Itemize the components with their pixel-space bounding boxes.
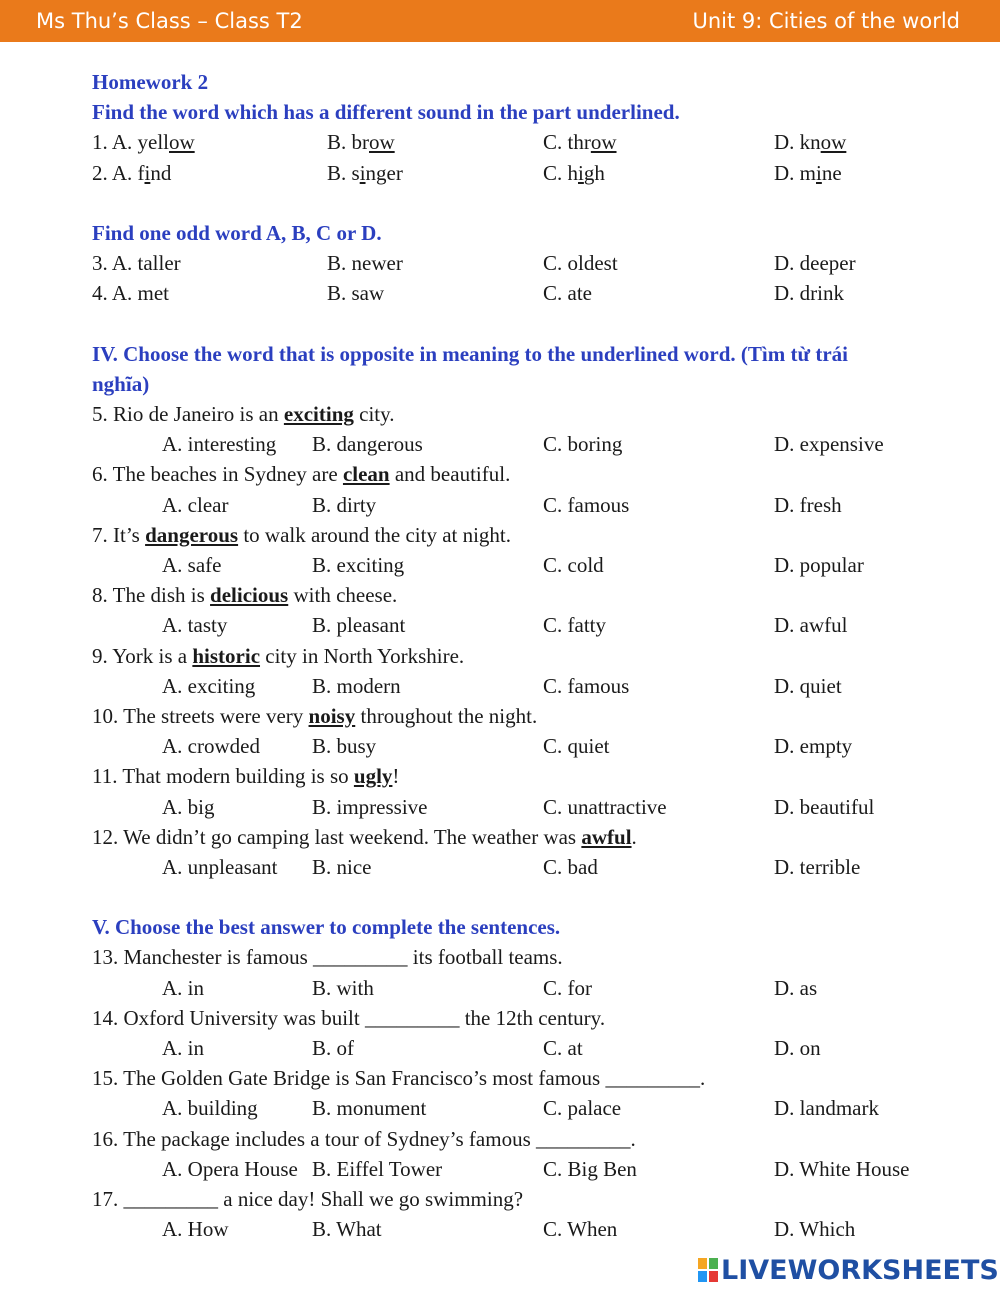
underlined-word: exciting: [283, 402, 354, 427]
option-a[interactable]: A. crowded: [162, 734, 260, 759]
option-b[interactable]: B. monument: [312, 1096, 427, 1121]
option-a[interactable]: A. Opera House: [162, 1156, 298, 1181]
question-text: 16. The package includes a tour of Sydney’s famous _________.: [92, 1126, 636, 1151]
option-c[interactable]: C. at: [543, 1036, 583, 1060]
underlined-word: awful: [581, 824, 632, 849]
question-row: [92, 248, 952, 278]
option-b[interactable]: B. modern: [312, 673, 401, 698]
options-row: [92, 1154, 952, 1184]
option-a[interactable]: A. in: [162, 975, 204, 1000]
option-a[interactable]: A. tasty: [162, 613, 228, 638]
question-suffix: .: [631, 824, 637, 849]
question-text: 15. The Golden Gate Bridge is San Francisco’s most famous _________.: [92, 1066, 706, 1091]
option-a[interactable]: A. big: [162, 794, 215, 819]
question-row: [92, 158, 952, 188]
question-prefix: 12. We didn’t go camping last weekend. The weather was: [92, 824, 582, 849]
option-d[interactable]: D. awful: [774, 613, 848, 638]
question-prefix: 7. It’s: [92, 522, 146, 547]
question-row: [92, 127, 952, 157]
options-row: [92, 429, 952, 459]
option-c[interactable]: C. fatty: [543, 613, 606, 638]
option-b[interactable]: B. with: [312, 975, 374, 1000]
options-row: [92, 550, 952, 580]
options-row: [92, 1093, 952, 1123]
question-text: 13. Manchester is famous _________ its football teams.: [92, 945, 563, 970]
option-d[interactable]: D. popular: [774, 553, 864, 577]
question-prefix: 11. That modern building is so: [92, 764, 354, 789]
option-a[interactable]: A. clear: [162, 492, 229, 517]
option-c[interactable]: C. Big Ben: [543, 1156, 637, 1181]
option-b[interactable]: B. impressive: [312, 794, 428, 819]
option-c[interactable]: C. famous: [543, 492, 630, 517]
logo-text: LIVEWORKSHEETS: [721, 1255, 999, 1286]
option-c[interactable]: C. bad: [543, 854, 598, 879]
option-a[interactable]: A. unpleasant: [162, 854, 278, 879]
options-row: [92, 1214, 952, 1244]
section4-questions: [92, 942, 952, 1244]
liveworksheets-logo: [698, 1254, 999, 1288]
option-a[interactable]: 1. A. yellow: [92, 130, 195, 155]
question-text: [92, 641, 952, 671]
header-bar: [0, 0, 1000, 42]
question-text: [92, 459, 952, 489]
logo-icon: [698, 1258, 718, 1282]
homework-title: Homework 2: [92, 70, 209, 94]
option-a[interactable]: 3. A. taller: [92, 251, 181, 276]
underlined-word: historic: [192, 643, 261, 668]
option-c[interactable]: C. for: [543, 975, 592, 1000]
option-c[interactable]: C. palace: [543, 1096, 622, 1121]
option-b[interactable]: B. of: [312, 1036, 354, 1060]
question-suffix: city.: [353, 402, 395, 427]
question-suffix: with cheese.: [288, 583, 398, 608]
option-d[interactable]: D. Which: [774, 1217, 856, 1242]
option-b[interactable]: B. Eiffel Tower: [312, 1156, 443, 1181]
option-d[interactable]: D. know: [774, 130, 847, 155]
question-prefix: 10. The streets were very: [92, 703, 309, 728]
option-d[interactable]: D. beautiful: [774, 794, 875, 819]
option-a[interactable]: A. safe: [162, 553, 222, 577]
option-a[interactable]: 2. A. find: [92, 160, 172, 185]
section3-title: IV. Choose the word that is opposite in meaning to the underlined word. (Tìm từ trái: [92, 341, 848, 366]
option-b[interactable]: B. dirty: [312, 492, 377, 517]
section3-title-cont: nghĩa): [92, 371, 150, 396]
question-text: 14. Oxford University was built _________ the 12th century.: [92, 1005, 606, 1030]
question-text: [92, 580, 952, 610]
question-suffix: throughout the night.: [355, 703, 538, 728]
option-c[interactable]: C. unattractive: [543, 794, 667, 819]
underlined-word: dangerous: [145, 522, 239, 547]
option-b[interactable]: B. What: [312, 1217, 382, 1242]
question-prefix: 9. York is a: [92, 643, 193, 668]
question-text: [92, 822, 952, 852]
option-c[interactable]: C. oldest: [543, 251, 618, 276]
option-c[interactable]: C. famous: [543, 673, 630, 698]
section1-title: Find the word which has a different sound in the part underlined.: [92, 100, 680, 125]
option-d[interactable]: D. expensive: [774, 432, 884, 457]
question-text: [92, 761, 952, 791]
options-row: [92, 792, 952, 822]
option-c[interactable]: C. throw: [543, 130, 617, 155]
option-c[interactable]: C. cold: [543, 553, 604, 577]
option-b[interactable]: B. pleasant: [312, 613, 406, 638]
option-b[interactable]: B. exciting: [312, 553, 405, 577]
option-d[interactable]: D. empty: [774, 734, 853, 759]
options-row: [92, 731, 952, 761]
option-d[interactable]: D. quiet: [774, 673, 842, 698]
option-a[interactable]: A. exciting: [162, 673, 256, 698]
option-c[interactable]: C. high: [543, 160, 605, 185]
option-d[interactable]: D. landmark: [774, 1096, 879, 1121]
option-a[interactable]: A. interesting: [162, 432, 277, 457]
question-row: [92, 278, 952, 308]
question-suffix: !: [392, 764, 400, 789]
option-a[interactable]: 4. A. met: [92, 281, 169, 306]
option-d[interactable]: D. as: [774, 975, 818, 1000]
option-a[interactable]: A. in: [162, 1036, 204, 1060]
question-text: [92, 399, 952, 429]
question-suffix: and beautiful.: [389, 462, 511, 487]
question-text: 17. _________ a nice day! Shall we go swimming?: [92, 1186, 524, 1211]
question-text: [92, 520, 952, 550]
unit-title: Unit 9: Cities of the world: [692, 9, 960, 33]
question-suffix: to walk around the city at night.: [238, 522, 512, 547]
underlined-word: noisy: [308, 703, 356, 728]
option-b[interactable]: B. newer: [327, 251, 403, 276]
question-prefix: 6. The beaches in Sydney are: [92, 462, 343, 487]
option-b[interactable]: B. dangerous: [312, 432, 423, 457]
option-d[interactable]: D. fresh: [774, 492, 842, 517]
options-row: [92, 610, 952, 640]
worksheet: [92, 67, 952, 1244]
question-suffix: city in North Yorkshire.: [260, 643, 465, 668]
option-c[interactable]: C. boring: [543, 432, 623, 457]
underlined-word: delicious: [210, 583, 289, 608]
option-b[interactable]: B. nice: [312, 854, 372, 879]
options-row: [92, 852, 952, 882]
option-a[interactable]: A. How: [162, 1217, 229, 1242]
section3-questions: [92, 399, 952, 882]
option-d[interactable]: D. on: [774, 1036, 821, 1060]
option-d[interactable]: D. terrible: [774, 854, 861, 879]
option-a[interactable]: A. building: [162, 1096, 258, 1121]
option-c[interactable]: C. When: [543, 1217, 618, 1242]
option-b[interactable]: B. brow: [327, 130, 395, 155]
section4-title: V. Choose the best answer to complete the sentences.: [92, 915, 561, 940]
options-row: [92, 490, 952, 520]
options-row: [92, 1033, 952, 1063]
option-b[interactable]: B. saw: [327, 281, 385, 306]
underlined-word: ugly: [353, 764, 393, 789]
section2-title: Find one odd word A, B, C or D.: [92, 220, 382, 245]
option-d[interactable]: D. deeper: [774, 251, 856, 276]
options-row: [92, 973, 952, 1003]
option-d[interactable]: D. mine: [774, 160, 842, 185]
question-text: [92, 701, 952, 731]
option-c[interactable]: C. ate: [543, 281, 592, 306]
option-c[interactable]: C. quiet: [543, 734, 610, 759]
option-b[interactable]: B. singer: [327, 160, 403, 185]
option-d[interactable]: D. drink: [774, 281, 844, 306]
question-prefix: 5. Rio de Janeiro is an: [92, 402, 284, 427]
option-b[interactable]: B. busy: [312, 734, 377, 759]
options-row: [92, 671, 952, 701]
question-prefix: 8. The dish is: [92, 583, 211, 608]
option-d[interactable]: D. White House: [774, 1156, 910, 1181]
class-title: Ms Thu’s Class – Class T2: [36, 9, 303, 33]
underlined-word: clean: [342, 462, 390, 487]
